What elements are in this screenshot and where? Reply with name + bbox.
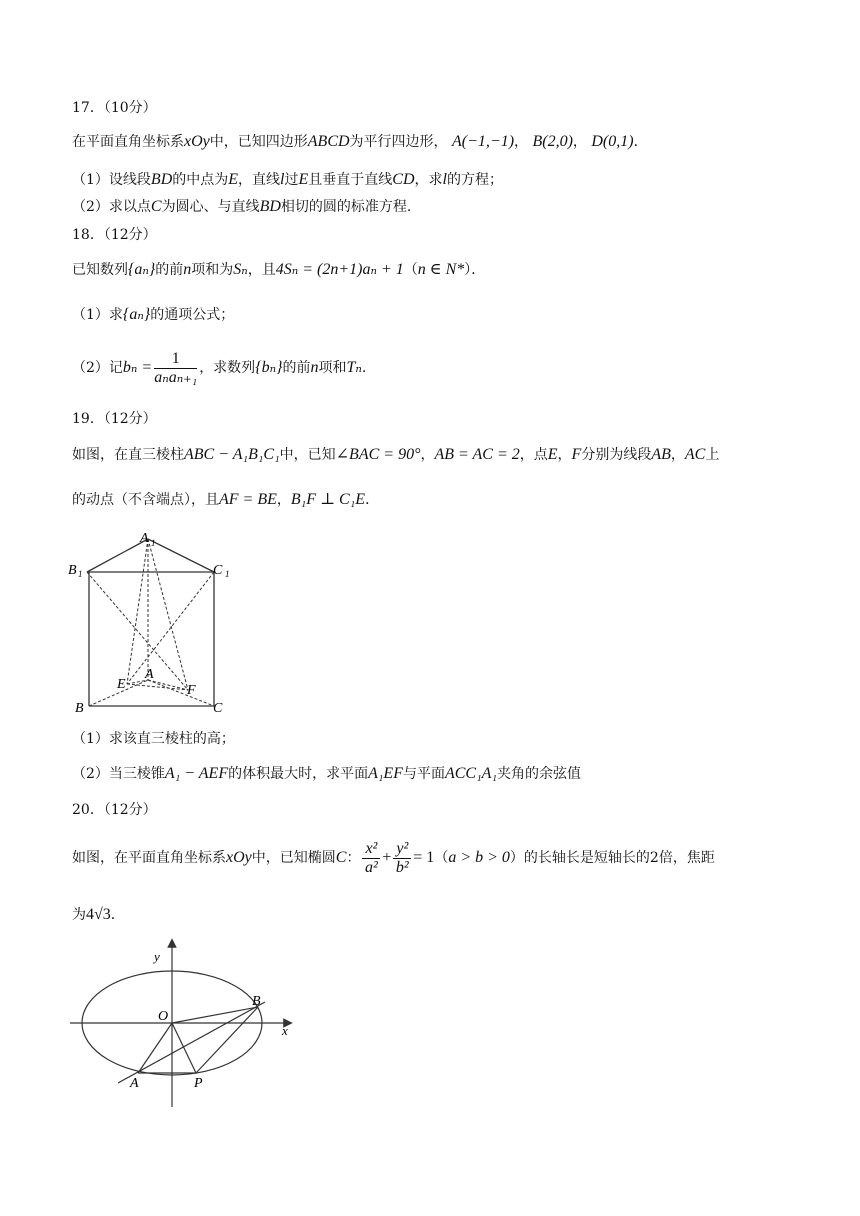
q17-p2-bd: BD: [259, 198, 281, 215]
q20-frac-y-den: b²: [395, 858, 409, 876]
q20-label-x: x: [282, 1023, 288, 1038]
q20-l1-text-b: 中，已知椭圆: [251, 850, 336, 866]
q20-eq1: = 1: [413, 849, 435, 866]
q17-part1: [72, 170, 503, 190]
q19-label-b1: B: [68, 563, 77, 578]
q17-p1-text-c: ，直线: [238, 172, 281, 188]
q17-point-a: A(−1,−1): [452, 133, 515, 150]
q18-stem-text4: ，且: [247, 262, 276, 278]
q17-sep1: ，: [514, 134, 529, 150]
q18-p2-text-d: 项和: [318, 360, 347, 376]
q19-angle: ∠BAC = 90°: [335, 446, 421, 463]
q17-p2-text-a: （2）求以点: [72, 199, 151, 215]
q20-l1-text-a: 如图，在平面直角坐标系: [72, 850, 226, 866]
q20-frac-y-num: y²: [393, 840, 411, 859]
q17-p1-bd: BD: [150, 171, 173, 188]
q19-part2: [72, 764, 581, 784]
q19-label-a1-sub: 1: [151, 538, 156, 548]
q17-p1-text-d: 过: [284, 172, 299, 188]
q18-stem-text5: （: [403, 262, 418, 278]
q18-p1-text-a: （1）求: [72, 307, 123, 323]
q19-label-c: C: [213, 701, 223, 716]
q17-point-b: B(2,0): [532, 133, 573, 150]
q17-stem: [72, 132, 648, 152]
q17-point-d: D(0,1): [591, 133, 634, 150]
q19-ac: AC: [684, 446, 706, 463]
q18-part1: [72, 305, 234, 325]
q19-label-a: A: [145, 667, 154, 682]
q18-p2-text-b: ，求数列: [199, 360, 256, 376]
q17-p1-e2: E: [298, 171, 309, 188]
q19-l1-text-c: ，: [420, 447, 435, 463]
q18-stem-text1: 已知数列: [72, 262, 128, 278]
q19-ab: AB: [651, 446, 671, 463]
q20-c: C: [335, 849, 347, 866]
q20-focal: 4√3: [86, 906, 111, 923]
q19-l1-text-e: ，: [557, 447, 572, 463]
q18-p2-tn: Tₙ: [346, 359, 362, 376]
q18-stem: [72, 260, 485, 280]
q17-p1-text-b: 的中点为: [172, 172, 229, 188]
q17-stem-text3: 为平行四边形，: [349, 134, 448, 150]
q18-condition: n ∈ N*: [417, 261, 465, 278]
q19-l1-text-d: ，点: [519, 447, 548, 463]
q17-p1-text-e: 且垂直于直线: [308, 172, 393, 188]
q17-p1-text-g: 的方程；: [446, 172, 503, 188]
q18-p1-seq: {aₙ}: [122, 306, 151, 323]
q20-frac-x: [362, 840, 380, 877]
q17-part2: [72, 197, 411, 217]
q19-l2-text-b: ，: [276, 492, 291, 508]
q19-pyramid: A₁ − AEF: [164, 765, 229, 782]
q17-p1-l: l: [280, 171, 285, 188]
q18-stem-text6: ）．: [464, 262, 486, 278]
q17-p2-c: C: [150, 198, 162, 215]
q17-sep2: ，: [572, 134, 587, 150]
q19-eq1: AF = BE: [219, 491, 277, 508]
q19-sides: AB = AC = 2: [434, 446, 520, 463]
q18-bn-lhs: bₙ =: [122, 359, 153, 376]
q20-label-p: P: [194, 1076, 203, 1091]
q20-condition: a > b > 0: [448, 849, 510, 866]
q17-p2-text-b: 为圆心、与直线: [161, 199, 260, 215]
q19-l2-text-c: ．: [365, 492, 380, 508]
q19-f: F: [571, 446, 582, 463]
q18-p2-text-a: （2）记: [72, 360, 123, 376]
q17-p1-text-f: ，求: [414, 172, 443, 188]
q19-p2-text-a: （2）当三棱锥: [72, 766, 165, 782]
q20-label-b: B: [252, 994, 261, 1009]
q19-label-b1-sub: 1: [78, 569, 83, 579]
q19-label-f: F: [187, 683, 196, 698]
q19-e: E: [547, 446, 558, 463]
q20-plus: +: [382, 849, 392, 866]
q17-p2-text-c: 相切的圆的标准方程.: [280, 199, 412, 215]
q18-p2-seq-b: {bₙ}: [255, 359, 283, 376]
q17-stem-text1: 在平面直角坐标系: [72, 134, 184, 150]
q19-label-a1: A: [140, 531, 149, 546]
q18-equation: 4Sₙ = (2n+1)aₙ + 1: [275, 261, 404, 278]
q17-p1-e: E: [228, 171, 239, 188]
q20-l1-text-e: ）的长轴长是短轴长的2倍，焦距: [509, 850, 715, 866]
q20-l2-text-b: ．: [110, 907, 125, 923]
q18-p2-text-c: 的前: [282, 360, 311, 376]
q18-part2: [72, 348, 366, 388]
q20-label-o: O: [158, 1009, 169, 1024]
q18-p2-n: n: [310, 359, 319, 376]
q19-l1-text-g: ，: [670, 447, 685, 463]
q19-p2-text-b: 的体积最大时，求平面: [228, 766, 369, 782]
q19-l1-text-h: 上: [705, 447, 720, 463]
q20-l2-text-a: 为: [72, 907, 86, 923]
q18-fraction: [154, 350, 197, 387]
q20-label-a: A: [130, 1076, 139, 1091]
q19-part1: （1）求该直三棱柱的高；: [72, 731, 235, 747]
q19-l1-text-a: 如图，在直三棱柱: [72, 447, 184, 463]
q20-frac-y: [393, 840, 411, 877]
q20-ellipse-figure: [60, 935, 310, 1115]
q17-xoy: xOy: [184, 133, 210, 150]
q20-l1-text-d: （: [434, 850, 449, 866]
q17-p1-cd: CD: [392, 171, 415, 188]
q19-p2-text-d: 夹角的余弦值: [497, 766, 581, 782]
q19-l2-text-a: 的动点（不含端点），且: [72, 492, 219, 508]
q19-label-c1: C: [213, 563, 223, 578]
q17-p1-text-a: （1）设线段: [72, 172, 151, 188]
q19-p2-text-c: 与平面: [402, 766, 445, 782]
q19-plane2: ACC₁A₁: [444, 765, 497, 782]
q19-label-b: B: [75, 701, 84, 716]
q20-frac-x-den: a²: [364, 858, 378, 876]
q19-l1-text-b: 中，已知: [279, 447, 336, 463]
q17-end: ．: [633, 134, 648, 150]
q19-eq2: B₁F ⊥ C₁E: [290, 491, 366, 508]
q17-abcd: ABCD: [307, 133, 350, 150]
q17-stem-text2: 中，已知四边形: [209, 134, 308, 150]
q18-sn: Sₙ: [233, 261, 248, 278]
q18-seq-a: {aₙ}: [128, 261, 156, 278]
q17-p1-l2: l: [442, 171, 447, 188]
q19-label-c1-sub: 1: [225, 569, 230, 579]
q18-header: 18．（12分）: [72, 227, 157, 243]
q19-stem-line2: [72, 490, 379, 510]
q20-stem-line2: [72, 905, 125, 925]
q18-p2-text-e: .: [361, 360, 367, 376]
q18-n: n: [183, 261, 192, 278]
q19-stem-line1: [72, 445, 719, 465]
q19-label-e: E: [117, 677, 126, 692]
q18-p1-text-b: 的通项公式；: [150, 307, 235, 323]
q18-frac-den: aₙaₙ₊₁: [154, 368, 198, 386]
q20-label-y: y: [154, 949, 160, 964]
q19-header: 19．（12分）: [72, 411, 157, 427]
q19-l1-text-f: 分别为线段: [581, 447, 652, 463]
q19-prism: ABC − A₁B₁C₁: [184, 446, 280, 463]
q18-frac-num: 1: [154, 350, 197, 369]
q18-stem-text3: 项和为: [191, 262, 234, 278]
q20-xoy: xOy: [226, 849, 252, 866]
q19-plane1: A₁EF: [368, 765, 403, 782]
q20-l1-text-c: ：: [346, 850, 361, 866]
q20-stem-line1: [72, 838, 715, 878]
q19-prism-figure: [60, 525, 260, 720]
q17-header: 17．（10分）: [72, 100, 157, 116]
q20-header: 20．（12分）: [72, 802, 157, 818]
q18-stem-text2: 的前: [155, 262, 184, 278]
q20-frac-x-num: x²: [362, 840, 380, 859]
